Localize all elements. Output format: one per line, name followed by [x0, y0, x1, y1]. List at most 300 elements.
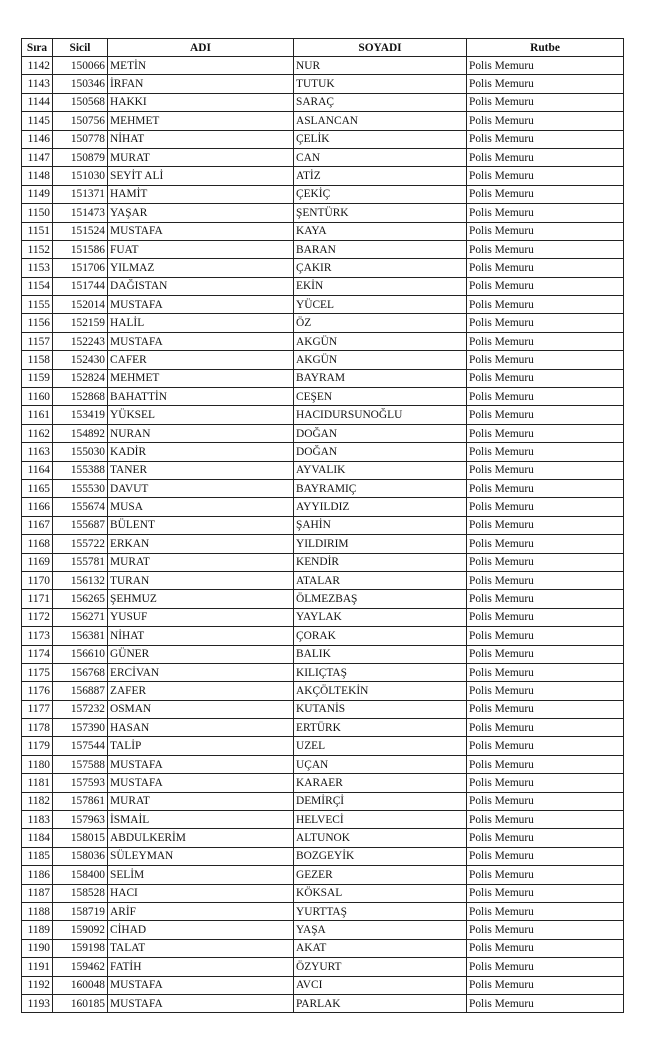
table-row: [22, 461, 624, 479]
soyadi-cell: YÜCEL: [294, 296, 467, 314]
sira-cell: 1185: [22, 847, 53, 865]
adi-cell: DAVUT: [108, 479, 294, 497]
rutbe-cell: Polis Memuru: [467, 902, 624, 920]
rutbe-cell: Polis Memuru: [467, 406, 624, 424]
adi-cell: CAFER: [108, 351, 294, 369]
sicil-cell: 151524: [53, 222, 108, 240]
sicil-cell: 157861: [53, 792, 108, 810]
rutbe-cell: Polis Memuru: [467, 608, 624, 626]
header-adi: ADI: [108, 39, 294, 57]
adi-cell: ZAFER: [108, 682, 294, 700]
adi-cell: GÜNER: [108, 645, 294, 663]
sira-cell: 1158: [22, 351, 53, 369]
sicil-cell: 150756: [53, 112, 108, 130]
rutbe-cell: Polis Memuru: [467, 259, 624, 277]
sicil-cell: 157588: [53, 755, 108, 773]
sicil-cell: 155530: [53, 479, 108, 497]
adi-cell: MUSTAFA: [108, 296, 294, 314]
sicil-cell: 151706: [53, 259, 108, 277]
soyadi-cell: AKAT: [294, 939, 467, 957]
table-row: [22, 755, 624, 773]
table-row: [22, 682, 624, 700]
rutbe-cell: Polis Memuru: [467, 719, 624, 737]
sira-cell: 1173: [22, 627, 53, 645]
adi-cell: TALAT: [108, 939, 294, 957]
soyadi-cell: KILIÇTAŞ: [294, 663, 467, 681]
sira-cell: 1180: [22, 755, 53, 773]
sira-cell: 1169: [22, 553, 53, 571]
table-row: [22, 406, 624, 424]
soyadi-cell: ERTÜRK: [294, 719, 467, 737]
sira-cell: 1164: [22, 461, 53, 479]
adi-cell: SEYİT ALİ: [108, 167, 294, 185]
sira-cell: 1186: [22, 866, 53, 884]
sira-cell: 1155: [22, 296, 53, 314]
soyadi-cell: CAN: [294, 148, 467, 166]
rutbe-cell: Polis Memuru: [467, 571, 624, 589]
table-row: [22, 57, 624, 75]
soyadi-cell: DOĞAN: [294, 443, 467, 461]
sira-cell: 1148: [22, 167, 53, 185]
rutbe-cell: Polis Memuru: [467, 314, 624, 332]
sicil-cell: 156768: [53, 663, 108, 681]
sira-cell: 1183: [22, 811, 53, 829]
table-body: [22, 57, 624, 1013]
soyadi-cell: NUR: [294, 57, 467, 75]
rutbe-cell: Polis Memuru: [467, 424, 624, 442]
soyadi-cell: KUTANİS: [294, 700, 467, 718]
soyadi-cell: ÖLMEZBAŞ: [294, 590, 467, 608]
sira-cell: 1150: [22, 204, 53, 222]
soyadi-cell: AKGÜN: [294, 351, 467, 369]
adi-cell: MURAT: [108, 148, 294, 166]
sira-cell: 1175: [22, 663, 53, 681]
sira-cell: 1188: [22, 902, 53, 920]
table-row: [22, 424, 624, 442]
sicil-cell: 160048: [53, 976, 108, 994]
rutbe-cell: Polis Memuru: [467, 755, 624, 773]
soyadi-cell: AYYILDIZ: [294, 498, 467, 516]
adi-cell: CİHAD: [108, 921, 294, 939]
rutbe-cell: Polis Memuru: [467, 185, 624, 203]
table-row: [22, 590, 624, 608]
rutbe-cell: Polis Memuru: [467, 921, 624, 939]
sira-cell: 1174: [22, 645, 53, 663]
sira-cell: 1177: [22, 700, 53, 718]
header-sicil: Sicil: [53, 39, 108, 57]
adi-cell: HAMİT: [108, 185, 294, 203]
sicil-cell: 152014: [53, 296, 108, 314]
sira-cell: 1156: [22, 314, 53, 332]
sicil-cell: 150879: [53, 148, 108, 166]
adi-cell: YILMAZ: [108, 259, 294, 277]
sicil-cell: 155674: [53, 498, 108, 516]
adi-cell: HASAN: [108, 719, 294, 737]
sicil-cell: 155781: [53, 553, 108, 571]
adi-cell: METİN: [108, 57, 294, 75]
sicil-cell: 156610: [53, 645, 108, 663]
rutbe-cell: Polis Memuru: [467, 443, 624, 461]
table-row: [22, 829, 624, 847]
adi-cell: YÜKSEL: [108, 406, 294, 424]
sira-cell: 1192: [22, 976, 53, 994]
soyadi-cell: UÇAN: [294, 755, 467, 773]
rutbe-cell: Polis Memuru: [467, 240, 624, 258]
adi-cell: FATİH: [108, 958, 294, 976]
table-row: [22, 958, 624, 976]
rutbe-cell: Polis Memuru: [467, 479, 624, 497]
sira-cell: 1166: [22, 498, 53, 516]
sicil-cell: 159462: [53, 958, 108, 976]
table-row: [22, 388, 624, 406]
soyadi-cell: ÇELİK: [294, 130, 467, 148]
table-row: [22, 93, 624, 111]
adi-cell: MUSTAFA: [108, 994, 294, 1012]
soyadi-cell: ÇORAK: [294, 627, 467, 645]
adi-cell: MUSTAFA: [108, 976, 294, 994]
soyadi-cell: DEMİRÇİ: [294, 792, 467, 810]
sicil-cell: 151473: [53, 204, 108, 222]
soyadi-cell: YILDIRIM: [294, 535, 467, 553]
rutbe-cell: Polis Memuru: [467, 590, 624, 608]
sira-cell: 1153: [22, 259, 53, 277]
table-row: [22, 792, 624, 810]
sicil-cell: 150066: [53, 57, 108, 75]
rutbe-cell: Polis Memuru: [467, 774, 624, 792]
soyadi-cell: ALTUNOK: [294, 829, 467, 847]
adi-cell: MEHMET: [108, 369, 294, 387]
soyadi-cell: KAYA: [294, 222, 467, 240]
rutbe-cell: Polis Memuru: [467, 939, 624, 957]
soyadi-cell: KARAER: [294, 774, 467, 792]
adi-cell: ERKAN: [108, 535, 294, 553]
table-row: [22, 774, 624, 792]
table-row: [22, 737, 624, 755]
sicil-cell: 157544: [53, 737, 108, 755]
rutbe-cell: Polis Memuru: [467, 388, 624, 406]
soyadi-cell: HELVECİ: [294, 811, 467, 829]
sicil-cell: 152159: [53, 314, 108, 332]
table-row: [22, 185, 624, 203]
adi-cell: ERCİVAN: [108, 663, 294, 681]
adi-cell: SELİM: [108, 866, 294, 884]
table-header-row: [22, 39, 624, 57]
rutbe-cell: Polis Memuru: [467, 296, 624, 314]
table-row: [22, 332, 624, 350]
soyadi-cell: BAYRAM: [294, 369, 467, 387]
soyadi-cell: GEZER: [294, 866, 467, 884]
table-row: [22, 553, 624, 571]
soyadi-cell: KÖKSAL: [294, 884, 467, 902]
sicil-cell: 156887: [53, 682, 108, 700]
sicil-cell: 150346: [53, 75, 108, 93]
sicil-cell: 153419: [53, 406, 108, 424]
soyadi-cell: YAYLAK: [294, 608, 467, 626]
sira-cell: 1187: [22, 884, 53, 902]
sira-cell: 1146: [22, 130, 53, 148]
soyadi-cell: UZEL: [294, 737, 467, 755]
rutbe-cell: Polis Memuru: [467, 167, 624, 185]
soyadi-cell: ASLANCAN: [294, 112, 467, 130]
adi-cell: SÜLEYMAN: [108, 847, 294, 865]
adi-cell: İSMAİL: [108, 811, 294, 829]
adi-cell: İRFAN: [108, 75, 294, 93]
rutbe-cell: Polis Memuru: [467, 332, 624, 350]
sicil-cell: 150568: [53, 93, 108, 111]
adi-cell: NİHAT: [108, 130, 294, 148]
adi-cell: TALİP: [108, 737, 294, 755]
soyadi-cell: BOZGEYİK: [294, 847, 467, 865]
table-row: [22, 75, 624, 93]
rutbe-cell: Polis Memuru: [467, 148, 624, 166]
table-row: [22, 222, 624, 240]
adi-cell: MUSTAFA: [108, 755, 294, 773]
sira-cell: 1163: [22, 443, 53, 461]
table-row: [22, 112, 624, 130]
sicil-cell: 150778: [53, 130, 108, 148]
rutbe-cell: Polis Memuru: [467, 645, 624, 663]
adi-cell: ŞEHMUZ: [108, 590, 294, 608]
rutbe-cell: Polis Memuru: [467, 866, 624, 884]
soyadi-cell: ATALAR: [294, 571, 467, 589]
soyadi-cell: PARLAK: [294, 994, 467, 1012]
sira-cell: 1191: [22, 958, 53, 976]
sicil-cell: 154892: [53, 424, 108, 442]
rutbe-cell: Polis Memuru: [467, 682, 624, 700]
adi-cell: HAKKI: [108, 93, 294, 111]
rutbe-cell: Polis Memuru: [467, 847, 624, 865]
sira-cell: 1151: [22, 222, 53, 240]
sira-cell: 1143: [22, 75, 53, 93]
table-row: [22, 443, 624, 461]
rutbe-cell: Polis Memuru: [467, 976, 624, 994]
rutbe-cell: Polis Memuru: [467, 369, 624, 387]
adi-cell: MUSTAFA: [108, 332, 294, 350]
table-row: [22, 921, 624, 939]
sira-cell: 1142: [22, 57, 53, 75]
table-row: [22, 240, 624, 258]
table-row: [22, 939, 624, 957]
sicil-cell: 157963: [53, 811, 108, 829]
sira-cell: 1178: [22, 719, 53, 737]
soyadi-cell: AKÇÖLTEKİN: [294, 682, 467, 700]
sira-cell: 1159: [22, 369, 53, 387]
rutbe-cell: Polis Memuru: [467, 700, 624, 718]
sicil-cell: 155722: [53, 535, 108, 553]
sicil-cell: 155388: [53, 461, 108, 479]
table-row: [22, 498, 624, 516]
table-row: [22, 535, 624, 553]
sira-cell: 1179: [22, 737, 53, 755]
table-row: [22, 645, 624, 663]
sira-cell: 1145: [22, 112, 53, 130]
table-row: [22, 571, 624, 589]
sira-cell: 1181: [22, 774, 53, 792]
sira-cell: 1154: [22, 277, 53, 295]
personnel-table: [21, 38, 624, 1013]
sicil-cell: 156132: [53, 571, 108, 589]
rutbe-cell: Polis Memuru: [467, 112, 624, 130]
adi-cell: MEHMET: [108, 112, 294, 130]
adi-cell: HACI: [108, 884, 294, 902]
soyadi-cell: BALIK: [294, 645, 467, 663]
sira-cell: 1168: [22, 535, 53, 553]
soyadi-cell: ŞAHİN: [294, 516, 467, 534]
sira-cell: 1193: [22, 994, 53, 1012]
sira-cell: 1170: [22, 571, 53, 589]
adi-cell: NURAN: [108, 424, 294, 442]
adi-cell: FUAT: [108, 240, 294, 258]
rutbe-cell: Polis Memuru: [467, 792, 624, 810]
sicil-cell: 159092: [53, 921, 108, 939]
soyadi-cell: AYVALIK: [294, 461, 467, 479]
sicil-cell: 151744: [53, 277, 108, 295]
sira-cell: 1190: [22, 939, 53, 957]
rutbe-cell: Polis Memuru: [467, 130, 624, 148]
rutbe-cell: Polis Memuru: [467, 553, 624, 571]
soyadi-cell: ÖZ: [294, 314, 467, 332]
sicil-cell: 155687: [53, 516, 108, 534]
sicil-cell: 158528: [53, 884, 108, 902]
adi-cell: MURAT: [108, 792, 294, 810]
adi-cell: HALİL: [108, 314, 294, 332]
table-row: [22, 847, 624, 865]
sira-cell: 1149: [22, 185, 53, 203]
soyadi-cell: ATİZ: [294, 167, 467, 185]
rutbe-cell: Polis Memuru: [467, 627, 624, 645]
soyadi-cell: YAŞA: [294, 921, 467, 939]
sicil-cell: 155030: [53, 443, 108, 461]
table-row: [22, 148, 624, 166]
sicil-cell: 158015: [53, 829, 108, 847]
sira-cell: 1147: [22, 148, 53, 166]
soyadi-cell: CEŞEN: [294, 388, 467, 406]
table-row: [22, 130, 624, 148]
sira-cell: 1172: [22, 608, 53, 626]
soyadi-cell: HACIDURSUNOĞLU: [294, 406, 467, 424]
sira-cell: 1165: [22, 479, 53, 497]
sira-cell: 1176: [22, 682, 53, 700]
header-soyadi: SOYADI: [294, 39, 467, 57]
rutbe-cell: Polis Memuru: [467, 737, 624, 755]
sicil-cell: 157593: [53, 774, 108, 792]
table-row: [22, 663, 624, 681]
rutbe-cell: Polis Memuru: [467, 277, 624, 295]
adi-cell: MUSTAFA: [108, 222, 294, 240]
adi-cell: DAĞISTAN: [108, 277, 294, 295]
rutbe-cell: Polis Memuru: [467, 535, 624, 553]
soyadi-cell: EKİN: [294, 277, 467, 295]
table-row: [22, 866, 624, 884]
header-sira: Sıra: [22, 39, 53, 57]
sicil-cell: 158719: [53, 902, 108, 920]
sicil-cell: 151586: [53, 240, 108, 258]
table-row: [22, 369, 624, 387]
sicil-cell: 157390: [53, 719, 108, 737]
adi-cell: TURAN: [108, 571, 294, 589]
soyadi-cell: AVCI: [294, 976, 467, 994]
sira-cell: 1189: [22, 921, 53, 939]
table-row: [22, 259, 624, 277]
table-row: [22, 167, 624, 185]
rutbe-cell: Polis Memuru: [467, 516, 624, 534]
sicil-cell: 156381: [53, 627, 108, 645]
sicil-cell: 160185: [53, 994, 108, 1012]
table-row: [22, 902, 624, 920]
table-row: [22, 351, 624, 369]
adi-cell: MUSA: [108, 498, 294, 516]
sicil-cell: 151371: [53, 185, 108, 203]
rutbe-cell: Polis Memuru: [467, 93, 624, 111]
sicil-cell: 156265: [53, 590, 108, 608]
header-rutbe: Rutbe: [467, 39, 624, 57]
sicil-cell: 152243: [53, 332, 108, 350]
sira-cell: 1152: [22, 240, 53, 258]
table-row: [22, 296, 624, 314]
table-row: [22, 700, 624, 718]
sicil-cell: 152430: [53, 351, 108, 369]
adi-cell: NİHAT: [108, 627, 294, 645]
table-row: [22, 204, 624, 222]
adi-cell: OSMAN: [108, 700, 294, 718]
sira-cell: 1160: [22, 388, 53, 406]
sicil-cell: 156271: [53, 608, 108, 626]
adi-cell: ABDULKERİM: [108, 829, 294, 847]
rutbe-cell: Polis Memuru: [467, 57, 624, 75]
sira-cell: 1157: [22, 332, 53, 350]
soyadi-cell: ÇEKİÇ: [294, 185, 467, 203]
rutbe-cell: Polis Memuru: [467, 351, 624, 369]
sira-cell: 1144: [22, 93, 53, 111]
table-row: [22, 811, 624, 829]
rutbe-cell: Polis Memuru: [467, 461, 624, 479]
table-row: [22, 479, 624, 497]
soyadi-cell: KENDİR: [294, 553, 467, 571]
rutbe-cell: Polis Memuru: [467, 811, 624, 829]
soyadi-cell: BAYRAMIÇ: [294, 479, 467, 497]
rutbe-cell: Polis Memuru: [467, 663, 624, 681]
soyadi-cell: ŞENTÜRK: [294, 204, 467, 222]
sicil-cell: 158036: [53, 847, 108, 865]
rutbe-cell: Polis Memuru: [467, 498, 624, 516]
sicil-cell: 151030: [53, 167, 108, 185]
table-row: [22, 719, 624, 737]
soyadi-cell: ÇAKIR: [294, 259, 467, 277]
sira-cell: 1161: [22, 406, 53, 424]
sicil-cell: 158400: [53, 866, 108, 884]
table-row: [22, 516, 624, 534]
adi-cell: ARİF: [108, 902, 294, 920]
adi-cell: MUSTAFA: [108, 774, 294, 792]
adi-cell: YUSUF: [108, 608, 294, 626]
table-row: [22, 277, 624, 295]
soyadi-cell: TUTUK: [294, 75, 467, 93]
soyadi-cell: ÖZYURT: [294, 958, 467, 976]
sicil-cell: 159198: [53, 939, 108, 957]
sira-cell: 1184: [22, 829, 53, 847]
personnel-list-sheet: [21, 38, 624, 1013]
soyadi-cell: AKGÜN: [294, 332, 467, 350]
soyadi-cell: YURTTAŞ: [294, 902, 467, 920]
adi-cell: KADİR: [108, 443, 294, 461]
sicil-cell: 152824: [53, 369, 108, 387]
sicil-cell: 157232: [53, 700, 108, 718]
adi-cell: BAHATTİN: [108, 388, 294, 406]
rutbe-cell: Polis Memuru: [467, 994, 624, 1012]
soyadi-cell: DOĞAN: [294, 424, 467, 442]
rutbe-cell: Polis Memuru: [467, 204, 624, 222]
adi-cell: BÜLENT: [108, 516, 294, 534]
